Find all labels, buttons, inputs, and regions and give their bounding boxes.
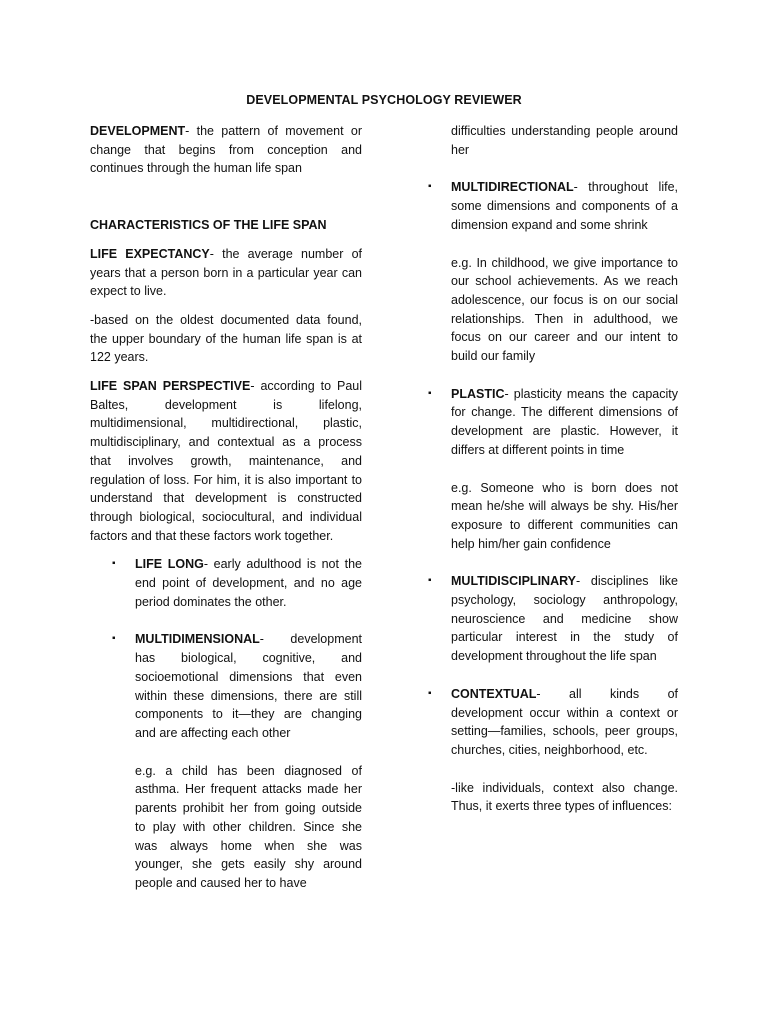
bullet-multidimensional	[90, 630, 362, 742]
bullet-contextual	[428, 685, 678, 760]
development-paragraph	[90, 122, 362, 178]
plastic-example: e.g. Someone who is born does not mean he/she will always be shy. His/her exposure to different communities can help him/her gain confidence	[451, 480, 678, 551]
bullet-marker: ▪	[428, 687, 432, 699]
bullet-life-long	[90, 555, 362, 611]
bullet-multidirectional	[428, 178, 678, 234]
multidirectional-example: e.g. In childhood, we give importance to our school achievements. As we reach adolescence, our focus is on our social relationships. Then in adulthood, we focus on our career and our intent to build our family	[451, 255, 678, 364]
bullet-marker: ▪	[428, 575, 432, 587]
document-title: DEVELOPMENTAL PSYCHOLOGY REVIEWER	[246, 93, 522, 107]
section-heading: CHARACTERISTICS OF THE LIFE SPAN	[90, 218, 327, 233]
life-span-perspective-paragraph	[90, 377, 362, 545]
plastic-definition: - plasticity means the capacity for change. The different dimensions of development are plastic. However, it differs at different points in time	[451, 386, 678, 457]
multidirectional-definition: - throughout life, some dimensions and components of a dimension expand and some shrink	[451, 180, 678, 232]
multidisciplinary-definition: - disciplines like psychology, sociology anthropology, neuroscience and medicine show particular interest in the study of development throughout the life span	[451, 574, 678, 664]
bullet-plastic	[428, 385, 678, 460]
development-term: DEVELOPMENT	[90, 124, 186, 138]
multidimensional-term: MULTIDIMENSIONAL	[135, 632, 260, 647]
life-expectancy-paragraph	[90, 245, 362, 301]
development-definition: - the pattern of movement or change that begins from conception and continues through the human life span	[90, 124, 362, 176]
right-column	[428, 122, 678, 816]
plastic-term: PLASTIC	[451, 386, 505, 401]
multidimensional-definition: - development has biological, cognitive, and socioemotional dimensions that even within these dimensions, there are still components to it—they are changing and are affecting each other	[135, 632, 362, 740]
bullet-marker: ▪	[428, 387, 432, 399]
oldest-data-note: -based on the oldest documented data found, the upper boundary of the human life span is at 122 years.	[90, 312, 362, 365]
continuation-text: difficulties understanding people around her	[451, 124, 678, 157]
life-long-term: LIFE LONG	[135, 557, 204, 572]
contextual-term: CONTEXTUAL	[451, 686, 537, 701]
multidisciplinary-term: MULTIDISCIPLINARY	[451, 574, 576, 589]
contextual-definition: - all kinds of development occur within a context or setting—families, schools, peer groups, churches, cities, neighborhood, etc.	[451, 686, 678, 757]
bullet-marker: ▪	[112, 558, 116, 570]
life-expectancy-term: LIFE EXPECTANCY	[90, 246, 210, 261]
life-long-definition: - early adulthood is not the end point of development, and no age period dominates the other.	[135, 557, 362, 609]
bullet-multidisciplinary	[428, 572, 678, 666]
life-span-perspective-term: LIFE SPAN PERSPECTIVE	[90, 379, 251, 394]
contextual-note: -like individuals, context also change. Thus, it exerts three types of influences:	[451, 780, 678, 814]
left-column	[90, 122, 362, 893]
life-expectancy-definition: - the average number of years that a person born in a particular year can expect to live.	[90, 246, 362, 299]
multidirectional-term: MULTIDIRECTIONAL	[451, 180, 574, 195]
bullet-marker: ▪	[428, 181, 432, 193]
bullet-marker: ▪	[112, 633, 116, 645]
multidimensional-example: e.g. a child has been diagnosed of asthma. Her frequent attacks made her parents prohibit her from going outside to play with other children. Since she was always home when she was younger, she gets easily shy around people and caused her to have	[135, 763, 362, 890]
life-span-perspective-definition: - according to Paul Baltes, development is lifelong, multidimensional, multidirectional, plastic, multidisciplinary, and contextual as a process that involves growth, maintenance, and regulation of loss. For him, it is also important to understand that development is constructed through biological, sociocultural, and individual factors and that these factors work together.	[90, 379, 362, 543]
